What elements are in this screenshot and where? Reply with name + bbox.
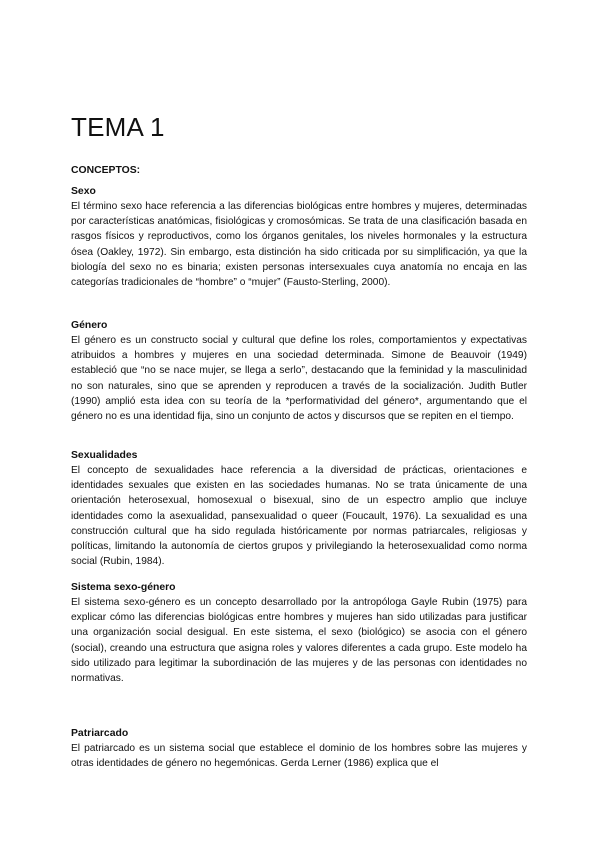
- section-heading: Patriarcado: [71, 728, 129, 739]
- section-body: El patriarcado es un sistema social que establece el dominio de los hombres sobre las mujeres y otras identidades de género no hegemónicas. Gerda Lerner (1986) explica que el: [71, 743, 527, 770]
- section-body: El sistema sexo-género es un concepto desarrollado por la antropóloga Gayle Rubin (1975) para explicar cómo las diferencias biológicas entre hombres y mujeres han sido utilizadas para justificar una organización social desigual. En este sistema, el sexo (biológico) se asocia con el género (social), creando una estructura que asigna roles y valores diferentes a cada grupo. Este modelo ha sido utilizado para legitimar la subordinación de las mujeres y de las personas con identidades no normativas.: [71, 597, 527, 685]
- section-body: El género es un constructo social y cultural que define los roles, comportamientos y expectativas atribuidos a hombres y mujeres en una sociedad determinada. Simone de Beauvoir (1949) estableció que “no se nace mujer, se llega a serlo”, destacando que la feminidad y la masculinidad no son naturales, sino que se aprenden y reproducen a través de la socialización. Judith Butler (1990) amplió esta idea con su teoría de la *performatividad del género*, argumentando que el género no es una identidad fija, sino un conjunto de actos y discursos que se repiten en el tiempo.: [71, 335, 527, 423]
- section-genero: [71, 318, 527, 424]
- section-heading: Sexualidades: [71, 450, 138, 461]
- section-patriarcado: [71, 726, 527, 771]
- section-sexualidades: [71, 448, 527, 569]
- section-sexo: [71, 184, 527, 290]
- section-heading: Sexo: [71, 186, 96, 197]
- section-sistema-sexo-genero: [71, 580, 527, 686]
- page-title: TEMA 1: [71, 112, 165, 142]
- section-heading: Sistema sexo-género: [71, 582, 176, 593]
- section-body: El término sexo hace referencia a las diferencias biológicas entre hombres y mujeres, determinadas por características anatómicas, fisiológicas y cromosómicas. Se trata de una clasificación basada en rasgos físicos y reproductivos, como los órganos genitales, los niveles hormonales y la estructura ósea (Oakley, 1972). Sin embargo, esta distinción ha sido criticada por su simplificación, ya que la biología del sexo no es binaria; existen personas intersexuales cuya anatomía no encaja en las categorías tradicionales de “hombre” o “mujer” (Fausto-Sterling, 2000).: [71, 201, 527, 289]
- concepts-heading: CONCEPTOS:: [71, 165, 141, 176]
- section-body: El concepto de sexualidades hace referencia a la diversidad de prácticas, orientaciones e identidades sexuales que existen en las sociedades humanas. No se trata únicamente de una orientación heterosexual, homosexual o bisexual, sino de un espectro amplio que incluye identidades como la asexualidad, pansexualidad o queer (Foucault, 1976). La sexualidad es una construcción cultural que ha sido regulada históricamente por normas patriarcales, religiosas y políticas, limitando la autonomía de ciertos grupos y privilegiando la heterosexualidad como norma social (Rubin, 1984).: [71, 465, 527, 568]
- section-heading: Género: [71, 320, 108, 331]
